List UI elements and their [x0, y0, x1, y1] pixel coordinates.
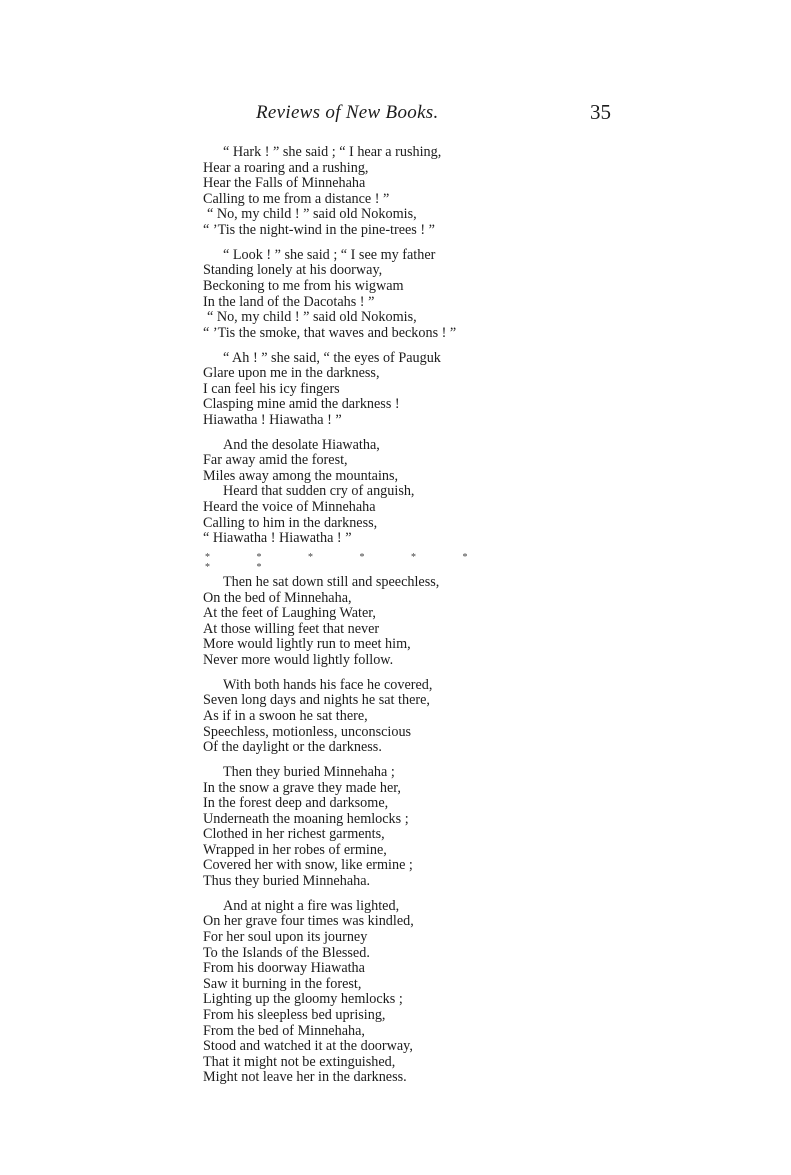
- poem-line: Never more would lightly follow.: [203, 651, 394, 668]
- poem-line: On her grave four times was kindled,: [203, 913, 414, 930]
- poem-line: At the feet of Laughing Water,: [203, 605, 376, 622]
- stanza: [203, 248, 523, 342]
- poem-line: “ No, my child ! ” said old Nokomis,: [207, 309, 417, 326]
- poem-line: Seven long days and nights he sat there,: [203, 692, 430, 709]
- poem-line: “ ’Tis the smoke, that waves and beckons ! ”: [203, 324, 457, 341]
- poem-line: Speechless, motionless, unconscious: [203, 723, 412, 740]
- poem-line: Underneath the moaning hemlocks ;: [203, 810, 409, 827]
- poem-line: More would lightly run to meet him,: [203, 636, 411, 653]
- poem-line: Clothed in her richest garments,: [203, 826, 385, 843]
- poem-line: In the forest deep and darksome,: [203, 795, 389, 812]
- poem-line: Might not leave her in the darkness.: [203, 1069, 407, 1086]
- poem-line: Far away amid the forest,: [203, 452, 348, 469]
- poem-line: Heard that sudden cry of anguish,: [223, 483, 415, 500]
- poem-line: Then he sat down still and speechless,: [223, 574, 440, 590]
- poem-line: Wrapped in her robes of ermine,: [203, 841, 387, 858]
- running-head: [0, 100, 791, 130]
- poem-line: Hear the Falls of Minnehaha: [203, 175, 366, 192]
- poem-line: As if in a swoon he sat there,: [203, 707, 368, 724]
- stanza: [203, 553, 523, 669]
- poem-line: For her soul upon its journey: [203, 929, 368, 946]
- stanza: [203, 351, 523, 429]
- poem-line: Thus they buried Minnehaha.: [203, 873, 371, 890]
- poem-line: On the bed of Minnehaha,: [203, 589, 352, 606]
- poem-line: Glare upon me in the darkness,: [203, 365, 380, 382]
- poem-line: In the snow a grave they made her,: [203, 779, 401, 796]
- poem-line: “ No, my child ! ” said old Nokomis,: [207, 206, 417, 223]
- poem-line: And at night a fire was lighted,: [223, 897, 400, 914]
- poem-line: “ Look ! ” she said ; “ I see my father: [223, 246, 436, 263]
- poem-line: To the Islands of the Blessed.: [203, 944, 370, 961]
- poem-line: Miles away among the mountains,: [203, 467, 399, 484]
- stanza: [203, 438, 523, 547]
- poem-line: Hiawatha ! Hiawatha ! ”: [203, 411, 342, 428]
- stanza: [203, 765, 523, 890]
- poem-line: “ ’Tis the night-wind in the pine-trees ! ”: [203, 221, 435, 238]
- poem-line: That it might not be extinguished,: [203, 1053, 396, 1070]
- poem-line: Covered her with snow, like ermine ;: [203, 857, 413, 874]
- poem-line: Calling to him in the darkness,: [203, 514, 378, 531]
- poem-line: Of the daylight or the darkness.: [203, 739, 382, 756]
- poem-line: Heard the voice of Minnehaha: [203, 499, 376, 516]
- poem-line: Lighting up the gloomy hemlocks ;: [203, 991, 403, 1008]
- poem-line: “ Ah ! ” she said, “ the eyes of Pauguk: [223, 349, 441, 366]
- stanza: [203, 899, 523, 1086]
- stanza: [203, 678, 523, 756]
- poem-line: Beckoning to me from his wigwam: [203, 277, 404, 294]
- poem-line: From his sleepless bed uprising,: [203, 1007, 386, 1023]
- poem-line: Saw it burning in the forest,: [203, 975, 362, 992]
- poem-body: [203, 145, 523, 1095]
- poem-line: “ Hark ! ” she said ; “ I hear a rushing,: [223, 144, 442, 160]
- section-break-ornament: * * * * * * * *: [205, 552, 490, 573]
- poem-line: Hear a roaring and a rushing,: [203, 159, 369, 176]
- stanza: [203, 145, 523, 239]
- poem-line: And the desolate Hiawatha,: [223, 436, 380, 453]
- poem-line: In the land of the Dacotahs ! ”: [203, 293, 375, 310]
- poem-line: With both hands his face he covered,: [223, 676, 433, 693]
- poem-line: At those willing feet that never: [203, 620, 380, 637]
- poem-line: Stood and watched it at the doorway,: [203, 1038, 413, 1055]
- running-title: Reviews of New Books.: [256, 102, 439, 123]
- page-number: 35: [590, 100, 611, 124]
- poem-line: Clasping mine amid the darkness !: [203, 396, 400, 413]
- poem-line: I can feel his icy fingers: [203, 380, 340, 397]
- poem-line: “ Hiawatha ! Hiawatha ! ”: [203, 530, 352, 547]
- poem-line: From the bed of Minnehaha,: [203, 1022, 365, 1039]
- poem-line: Standing lonely at his doorway,: [203, 262, 383, 279]
- poem-line: Calling to me from a distance ! ”: [203, 190, 390, 207]
- poem-line: Then they buried Minnehaha ;: [223, 763, 395, 780]
- poem-line: From his doorway Hiawatha: [203, 960, 365, 977]
